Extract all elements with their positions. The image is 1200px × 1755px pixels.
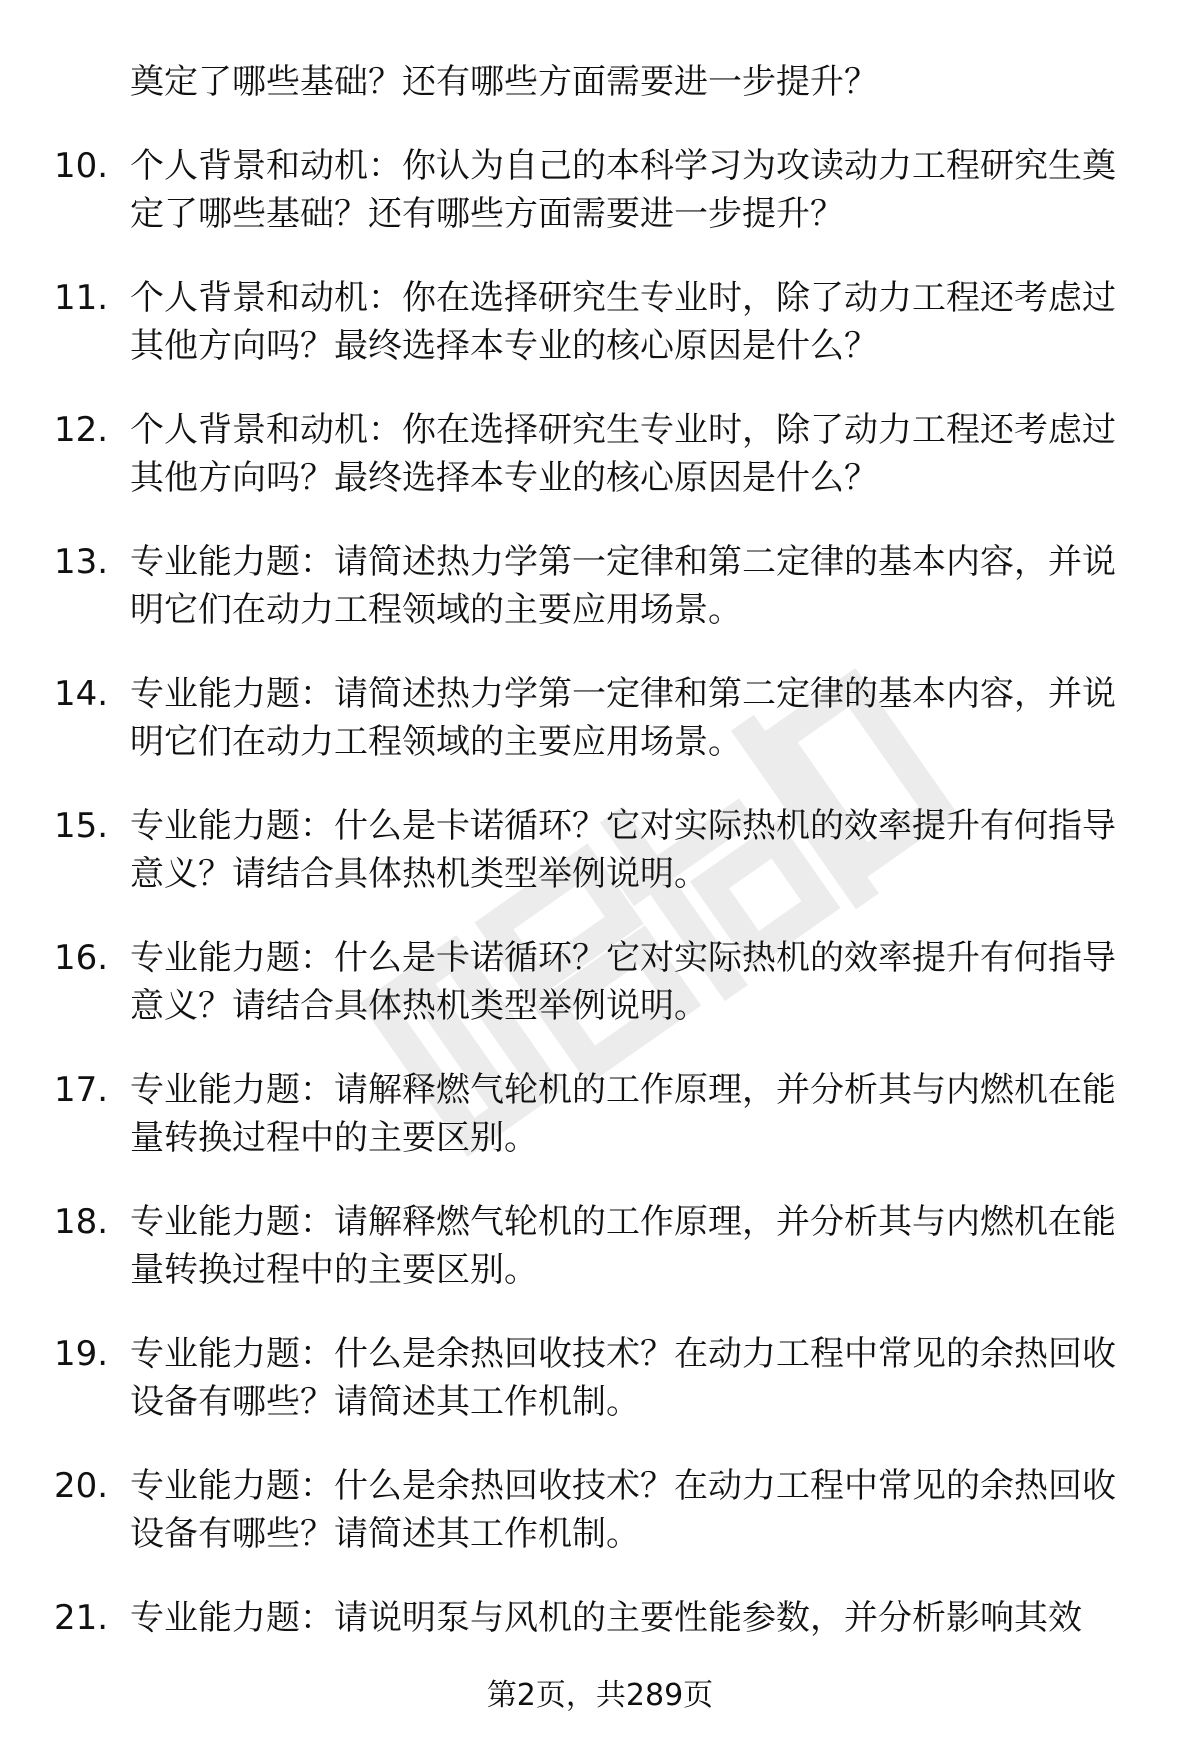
question-item [0,538,1200,670]
question-text: 专业能力题：请解释燃气轮机的工作原理，并分析其与内燃机在能量转换过程中的主要区别。 [130,1070,1116,1158]
question-number: 19. [54,1334,109,1374]
question-number: 18. [54,1202,109,1242]
question-number: 13. [54,542,109,582]
question-text: 专业能力题：请说明泵与风机的主要性能参数，并分析影响其效 [130,1598,1082,1638]
question-number: 21. [54,1598,109,1638]
question-item [0,142,1200,274]
question-text: 个人背景和动机：你在选择研究生专业时，除了动力工程还考虑过其他方向吗？最终选择本专业的核心原因是什么？ [130,410,1116,498]
question-text: 专业能力题：请解释燃气轮机的工作原理，并分析其与内燃机在能量转换过程中的主要区别。 [130,1202,1116,1290]
question-item [0,1066,1200,1198]
question-item [0,406,1200,538]
question-item [0,1198,1200,1330]
question-item [0,802,1200,934]
question-item [0,1330,1200,1462]
question-list [0,142,1200,1726]
question-number: 16. [54,938,109,978]
question-number: 12. [54,410,109,450]
question-text: 专业能力题：请简述热力学第一定律和第二定律的基本内容，并说明它们在动力工程领域的主要应用场景。 [130,542,1116,630]
question-number: 20. [54,1466,109,1506]
question-number: 11. [54,278,109,318]
question-item [0,274,1200,406]
page-footer: 第2页，共289页 [486,1678,714,1713]
question-text: 个人背景和动机：你在选择研究生专业时，除了动力工程还考虑过其他方向吗？最终选择本专业的核心原因是什么？ [130,278,1116,366]
question-text: 专业能力题：请简述热力学第一定律和第二定律的基本内容，并说明它们在动力工程领域的主要应用场景。 [130,674,1116,762]
question-number: 15. [54,806,109,846]
question-number: 10. [54,146,109,186]
question-item [0,670,1200,802]
question-text: 专业能力题：什么是卡诺循环？它对实际热机的效率提升有何指导意义？请结合具体热机类型举例说明。 [130,938,1116,1026]
question-text: 专业能力题：什么是卡诺循环？它对实际热机的效率提升有何指导意义？请结合具体热机类型举例说明。 [130,806,1116,894]
question-number: 17. [54,1070,109,1110]
question-item [0,1462,1200,1594]
question-text: 专业能力题：什么是余热回收技术？在动力工程中常见的余热回收设备有哪些？请简述其工作机制。 [130,1334,1116,1422]
question-text: 专业能力题：什么是余热回收技术？在动力工程中常见的余热回收设备有哪些？请简述其工作机制。 [130,1466,1116,1554]
continued-question-text: 奠定了哪些基础？还有哪些方面需要进一步提升？ [130,62,878,102]
question-text: 个人背景和动机：你认为自己的本科学习为攻读动力工程研究生奠定了哪些基础？还有哪些方面需要进一步提升？ [130,146,1116,234]
question-item [0,934,1200,1066]
question-number: 14. [54,674,109,714]
